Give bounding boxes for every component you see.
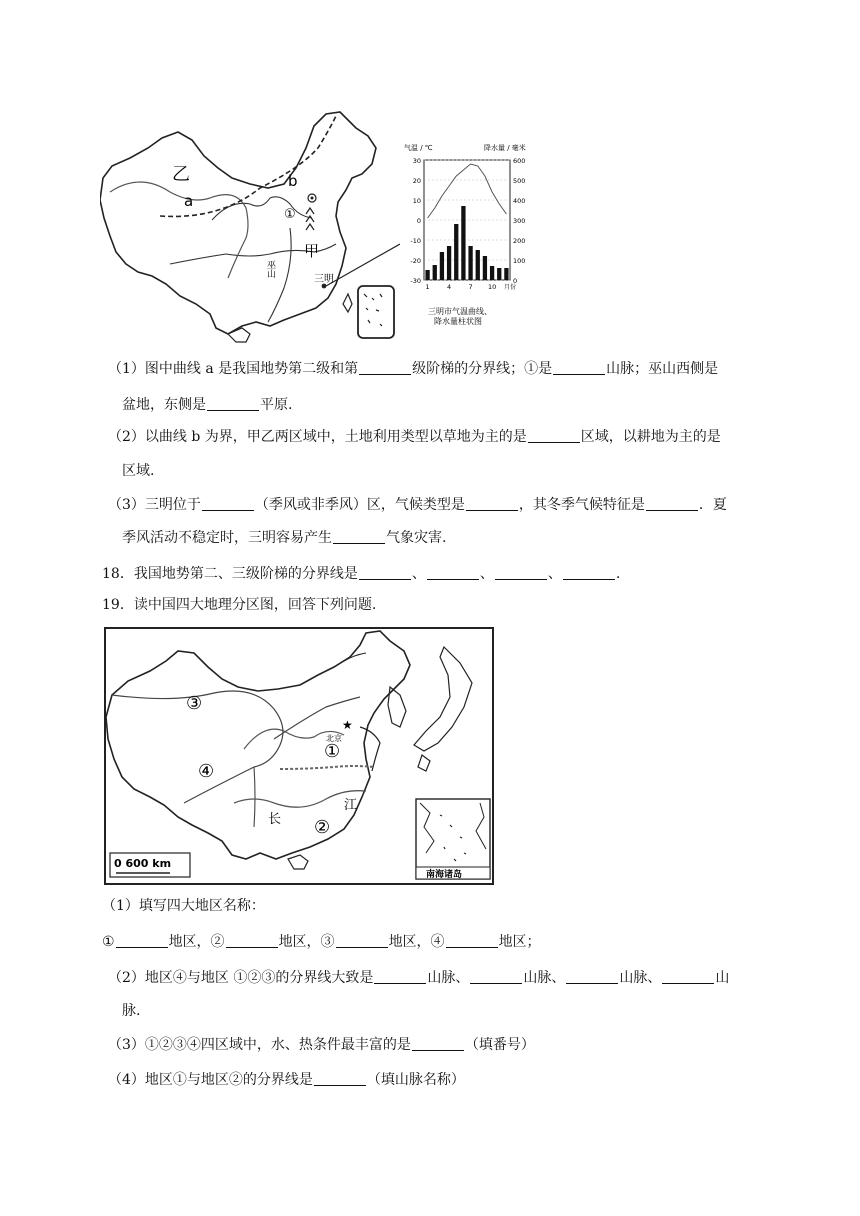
month-tick-label: 10 xyxy=(487,283,497,291)
precip-bar xyxy=(447,246,451,280)
blank-q17-2[interactable] xyxy=(553,358,605,375)
precip-tick-label: 0 xyxy=(513,277,518,285)
blank-q17-7[interactable] xyxy=(646,494,698,511)
precip-bar xyxy=(468,246,472,280)
blank-q19-6[interactable] xyxy=(470,967,522,984)
chart-caption-line1: 三明市气温曲线、 xyxy=(428,307,492,316)
blank-q19-3[interactable] xyxy=(336,931,388,948)
q19-p1-r5: 地区； xyxy=(498,934,541,950)
precip-tick-label: 600 xyxy=(513,157,526,165)
q17-part3-line2 xyxy=(122,527,446,548)
q17-p3-e: 季风活动不稳定时，三明容易产生 xyxy=(122,530,332,546)
q17-p3-b: （季风或非季风）区，气候类型是 xyxy=(254,497,465,513)
q18-sep-3: 、 xyxy=(547,566,562,582)
chart-caption-line2: 降水量柱状图 xyxy=(434,317,482,326)
scale-label: 0 600 km xyxy=(114,857,172,870)
q17-part1-line2 xyxy=(122,394,292,415)
blank-q18-3[interactable] xyxy=(495,563,547,580)
label-wushan: 巫山 xyxy=(265,260,275,278)
precip-tick-label: 100 xyxy=(513,257,526,265)
temp-tick-label: -10 xyxy=(410,237,421,245)
blank-q17-1[interactable] xyxy=(359,358,411,375)
q19-p2-a: （2）地区④与地区 ①②③的分界线大致是 xyxy=(108,970,374,986)
blank-q18-2[interactable] xyxy=(427,563,479,580)
blank-q17-4[interactable] xyxy=(528,426,580,443)
q17-part2-line1 xyxy=(108,426,721,447)
q19-p3-b: （填番号） xyxy=(464,1037,535,1053)
q19-part1: （1）填写四大地区名称： xyxy=(102,898,265,914)
q17-p2-c: 区域. xyxy=(122,463,155,479)
temperature-curve xyxy=(428,164,507,218)
blank-q19-7[interactable] xyxy=(566,967,618,984)
precip-tick-label: 200 xyxy=(513,237,526,245)
q19-part4 xyxy=(108,1069,465,1090)
blank-q17-6[interactable] xyxy=(466,494,518,511)
month-tick-label: 7 xyxy=(468,283,473,291)
q19-p1-r2: 地区，② xyxy=(168,934,225,950)
jiang-label: 江 xyxy=(344,798,358,813)
q19-title: 19．读中国四大地理分区图，回答下列问题. xyxy=(102,597,377,613)
temp-tick-label: 20 xyxy=(412,177,421,185)
q19-p2-b: 山脉、 xyxy=(427,970,470,986)
month-tick-label: 4 xyxy=(447,283,452,291)
temp-tick-label: 30 xyxy=(412,157,421,165)
chang-label: 长 xyxy=(268,812,282,827)
blank-q17-5[interactable] xyxy=(202,494,254,511)
q19-p2-d: 山脉、 xyxy=(619,970,662,986)
climate-chart xyxy=(400,140,536,326)
region-1: ① xyxy=(324,741,341,762)
precip-tick-label: 400 xyxy=(513,197,526,205)
temp-tick-label: 10 xyxy=(412,197,421,205)
label-yi: 乙 xyxy=(172,164,190,185)
q19-p2-c: 山脉、 xyxy=(523,970,566,986)
blank-q18-1[interactable] xyxy=(359,563,411,580)
q19-part2-line1 xyxy=(108,967,729,988)
q18-end: . xyxy=(615,566,621,582)
q19-p1-r3: 地区，③ xyxy=(278,934,335,950)
q17-part1-line1 xyxy=(108,358,718,379)
q19-p3-a: （3）①②③④四区域中，水、热条件最丰富的是 xyxy=(108,1037,411,1053)
label-sanming: 三明 xyxy=(314,274,334,285)
precip-bar xyxy=(440,252,444,280)
q19-p1-r4: 地区，④ xyxy=(388,934,445,950)
q17-p3-c: ，其冬季气候特征是 xyxy=(518,497,645,513)
temp-axis-title: 气温 / ℃ xyxy=(404,144,433,152)
temp-tick-label: -20 xyxy=(410,257,421,265)
month-tick-label: 1 xyxy=(425,283,430,291)
q18-text: 18．我国地势第二、三级阶梯的分界线是 xyxy=(102,566,358,582)
label-a: a xyxy=(184,192,194,210)
blank-q19-9[interactable] xyxy=(412,1034,464,1051)
precip-bar xyxy=(483,256,487,280)
precip-bar xyxy=(490,266,494,280)
q19-part2-line2 xyxy=(122,1001,140,1021)
q17-p1-b: 级阶梯的分界线；①是 xyxy=(412,361,553,377)
inset-label: 南海诸岛 xyxy=(426,870,463,880)
q18-sep-2: 、 xyxy=(479,566,494,582)
precip-bar xyxy=(476,250,480,280)
blank-q19-4[interactable] xyxy=(446,931,498,948)
q19-part1-answers xyxy=(102,931,541,952)
precip-bar xyxy=(433,265,437,280)
q17-p1-e: 平原. xyxy=(260,397,293,413)
q18-line xyxy=(102,563,620,584)
q17-p1-c: 山脉；巫山西侧是 xyxy=(606,361,719,377)
blank-q19-10[interactable] xyxy=(314,1069,366,1086)
label-b: b xyxy=(288,172,298,190)
blank-q19-8[interactable] xyxy=(662,967,714,984)
temp-tick-label: -30 xyxy=(410,277,421,285)
blank-q17-8[interactable] xyxy=(333,527,385,544)
precip-tick-label: 300 xyxy=(513,217,526,225)
q17-p2-a: （2）以曲线 b 为界，甲乙两区域中，土地利用类型以草地为主的是 xyxy=(108,429,527,445)
q19-part3 xyxy=(108,1034,535,1055)
q17-p2-b: 区域，以耕地为主的是 xyxy=(580,429,721,445)
beijing-label: 北京 xyxy=(326,734,342,743)
blank-q19-2[interactable] xyxy=(226,931,278,948)
china-regions-map xyxy=(104,627,494,885)
china-relief-map xyxy=(100,108,400,344)
q17-part3-line1 xyxy=(108,494,727,515)
q19-p4-a: （4）地区①与地区②的分界线是 xyxy=(108,1072,313,1088)
region-3: ③ xyxy=(186,693,203,714)
q19-p2-e: 山 xyxy=(715,970,730,986)
precip-bar xyxy=(497,268,501,280)
precip-tick-label: 500 xyxy=(513,177,526,185)
precip-bar xyxy=(454,224,458,280)
label-circle1: ① xyxy=(284,207,296,222)
q19-p4-b: （填山脉名称） xyxy=(366,1072,465,1088)
label-jia: 甲 xyxy=(304,242,320,260)
q19-p2-f: 脉. xyxy=(122,1003,141,1019)
blank-q19-5[interactable] xyxy=(374,967,426,984)
region-2: ② xyxy=(314,817,331,838)
month-unit-label: 月份 xyxy=(504,284,517,291)
blank-q18-4[interactable] xyxy=(563,563,615,580)
q17-p3-f: 气象灾害. xyxy=(386,530,447,546)
blank-q17-3[interactable] xyxy=(207,394,259,411)
q17-p3-d: ．夏 xyxy=(698,497,727,513)
blank-q19-1[interactable] xyxy=(116,931,168,948)
q17-p1-a: （1）图中曲线 a 是我国地势第二级和第 xyxy=(108,361,359,377)
precip-bar xyxy=(461,206,465,280)
china-outline xyxy=(100,112,376,334)
beijing-star-icon: ★ xyxy=(342,718,353,732)
q19-p1-r1: ① xyxy=(102,934,115,950)
q18-sep-1: 、 xyxy=(411,566,426,582)
q17-part2-line2 xyxy=(122,461,154,481)
region-4: ④ xyxy=(198,761,215,782)
q17-p3-a: （3）三明位于 xyxy=(108,497,201,513)
temp-tick-label: 0 xyxy=(416,217,421,225)
south-sea-inset-1 xyxy=(356,284,396,340)
precip-bar xyxy=(425,270,429,280)
q17-p1-d: 盆地，东侧是 xyxy=(122,397,206,413)
precip-bar xyxy=(504,268,508,280)
precip-axis-title: 降水量 / 毫米 xyxy=(484,144,526,152)
